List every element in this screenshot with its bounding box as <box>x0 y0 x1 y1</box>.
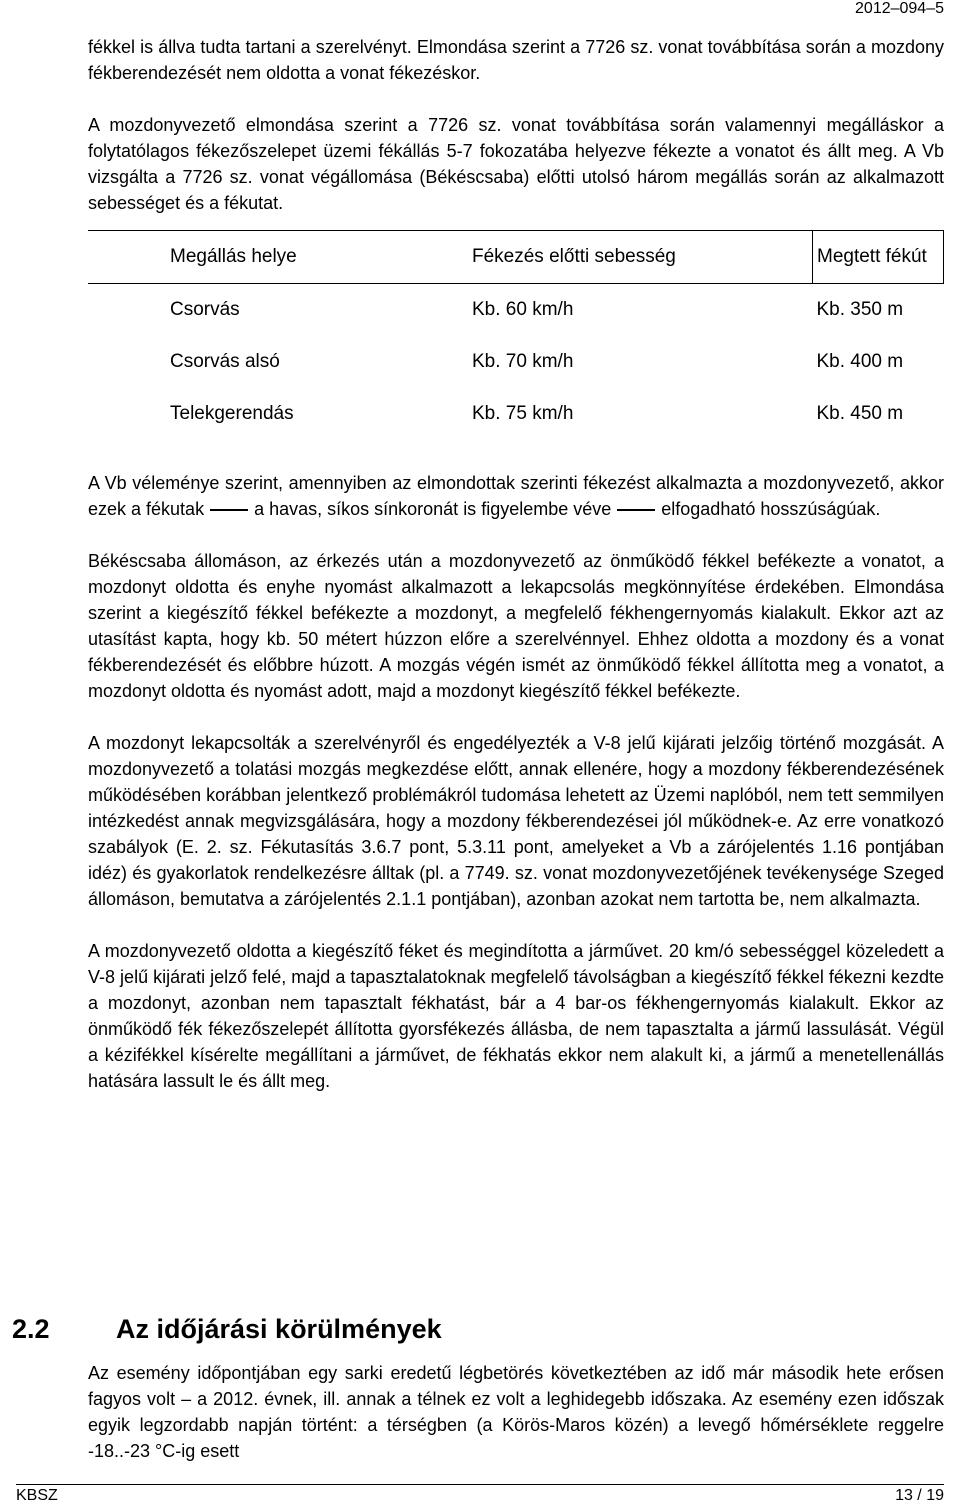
table-cell: Kb. 450 m <box>816 403 904 424</box>
column-header: Megállás helye <box>170 231 472 284</box>
section-body <box>88 1360 944 1464</box>
table-cell: Telekgerendás <box>170 403 294 424</box>
table-cell: Csorvás alsó <box>170 351 280 372</box>
table-cell: Kb. 75 km/h <box>472 403 574 424</box>
paragraph: A Vb véleménye szerint, amennyiben az elmondottak szerinti fékezést alkalmazta a mozdonyvezető, akkor ezek a fékutak a havas, síkos sínkoronát is figyelembe véve elfogadható hosszúságúak. <box>88 473 944 519</box>
paragraph: Békéscsaba állomáson, az érkezés után a mozdonyvezető az önműködő fékkel befékezte a vonatot, a mozdonyt oldotta és enyhe nyomást alkalmazott a lekapcsolás megkönnyítése érdekében. Elmondása szerint a kiegészítő fékkel befékezte a mozdonyt, a megfelelő fékhengernyomás kialakult. Ekkor azt az utasítást kapta, hogy kb. 50 métert húzzon előre a szerelvénnyel. Ehhez oldotta a mozdony és a vonat fékberendezését és előbbre húzott. A mozgás végén ismét az önműködő fékkel állította meg a vonatot, a mozdonyt oldotta és nyomást adott, majd a mozdonyt kiegészítő fékkel befékezte. <box>88 551 944 701</box>
em-dash <box>617 509 655 511</box>
em-dash <box>210 509 248 511</box>
table-row <box>88 388 944 440</box>
page-footer <box>16 1484 944 1507</box>
paragraph: A mozdonyvezető oldotta a kiegészítő féket és megindította a járművet. 20 km/ó sebességgel közeledett a V-8 jelű kijárati jelző felé, majd a tapasztalatoknak megfelelő távolságban a kiegészítő fékkel fékezni kezdte a mozdonyt, azonban nem tapasztalt fékhatást, bár a 4 bar-os fékhengernyomás kialakult. Ekkor az önműködő fék fékezőszelepét állította gyorsfékezés állásba, de nem tapasztalta a jármű lassulását. Végül a kézifékkel kísérelte megállítani a járművet, de fékhatás ekkor nem alakult ki, a jármű a menetellenállás hatására lassult le és állt meg. <box>88 941 944 1091</box>
paragraph: fékkel is állva tudta tartani a szerelvényt. Elmondása szerint a 7726 sz. vonat továbbítása során a mozdony fékberendezését nem oldotta a vonat fékezéskor. <box>88 37 944 83</box>
page-number: 13 / 19 <box>895 1487 944 1504</box>
paragraph: A mozdonyt lekapcsolták a szerelvényről és engedélyezték a V-8 jelű kijárati jelzőig történő mozgását. A mozdonyvezető a tolatási mozgás megkezdése előtt, annak ellenére, hogy a mozdony fékberendezésének működésében korábban jelentkező problémákról tudomása lehetett az Üzemi naplóból, nem tett semmilyen intézkedést annak megvizsgálására, hogy a mozdony fékberendezései jól működnek-e. Az erre vonatkozó szabályok (E. 2. sz. Fékutasítás 3.6.7 pont, 5.3.11 pont, amelyeket a Vb a zárójelentés 1.16 pontjában idéz) és gyakorlatok rendelkezésre álltak (pl. a 7749. sz. vonat mozdonyvezetőjének tevékenysége Szeged állomáson, bemutatva a zárójelentés 2.1.1 pontjában), azonban azokat nem tartotta be, nem alkalmazta. <box>88 733 944 909</box>
section-number: 2.2 <box>12 1314 50 1344</box>
table-cell: Csorvás <box>170 299 240 320</box>
table-row <box>88 284 944 337</box>
section-heading <box>12 1314 442 1345</box>
braking-table <box>88 230 944 440</box>
document-code: 2012–094–5 <box>855 0 944 17</box>
document-body <box>88 34 944 1094</box>
table-cell: Kb. 400 m <box>816 351 904 372</box>
paragraph: Az esemény időpontjában egy sarki eredetű légbetörés következtében az idő már második hete erősen fagyos volt – a 2012. évnek, ill. annak a télnek ez volt a leghidegebb időszaka. Az esemény ezen időszak egyik legzordabb napján történt: a térségben (a Körös-Maros közén) a levegő hőmérséklete reggelre -18..-23 °C-ig esett <box>88 1363 944 1461</box>
table-header-row <box>88 231 944 284</box>
table-cell: Kb. 70 km/h <box>472 351 574 372</box>
table-cell: Kb. 60 km/h <box>472 299 574 320</box>
paragraph: A mozdonyvezető elmondása szerint a 7726 sz. vonat továbbítása során valamennyi megálláskor a folytatólagos fékezőszelepet üzemi fékállás 5-7 fokozatába helyezve fékezte a vonatot és állt meg. A Vb vizsgálta a 7726 sz. vonat végállomása (Békéscsaba) előtti utolsó három megállás során az alkalmazott sebességet és a fékutat. <box>88 115 944 213</box>
table-row <box>88 336 944 388</box>
column-header: Fékezés előtti sebesség <box>472 231 813 284</box>
section-title: Az időjárási körülmények <box>116 1314 442 1344</box>
table-cell: Kb. 350 m <box>816 299 904 320</box>
footer-org: KBSZ <box>16 1487 58 1504</box>
column-header: Megtett fékút <box>813 231 944 284</box>
